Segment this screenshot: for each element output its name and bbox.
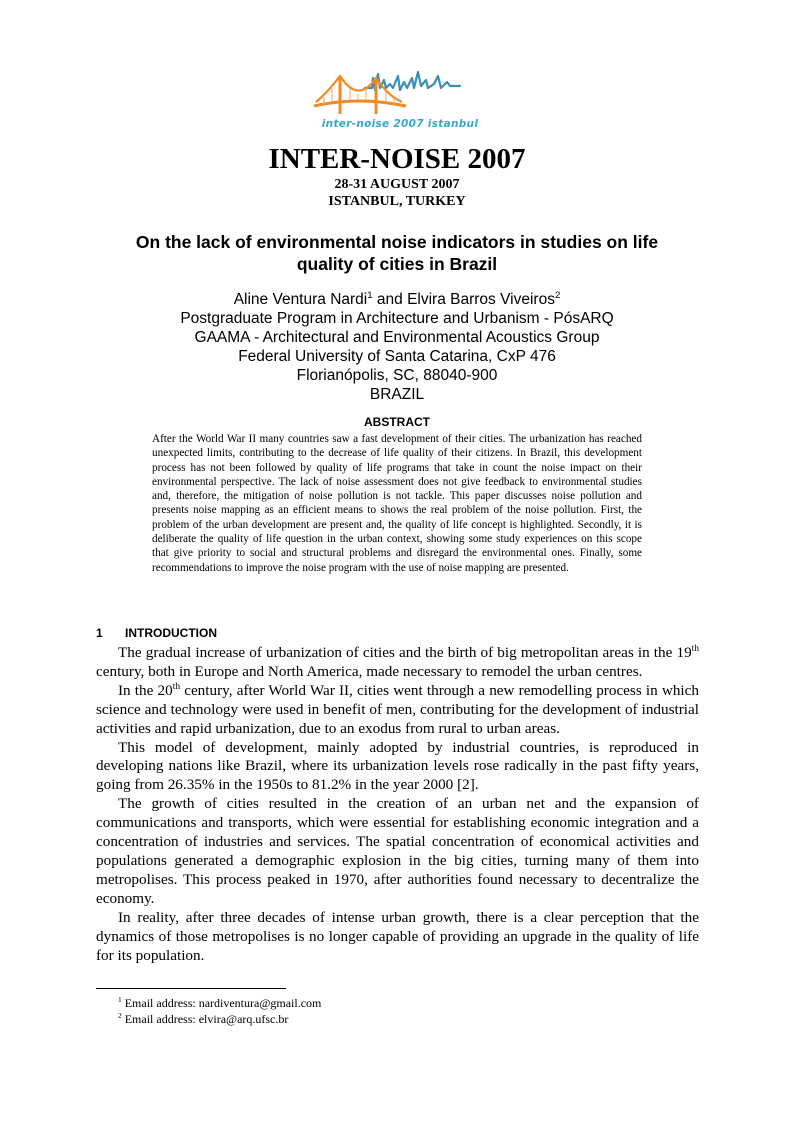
- superscript: th: [172, 681, 181, 692]
- paragraph: [96, 682, 699, 739]
- affiliation-line: Florianópolis, SC, 88040-900: [296, 367, 498, 384]
- footnotes: [118, 995, 321, 1027]
- paragraph-text: century, both in Europe and North America, made necessary to remodel the urban centres.: [96, 662, 643, 680]
- logo-caption: inter-noise 2007 istanbul: [321, 118, 479, 130]
- paragraph: [96, 644, 699, 682]
- paragraph-text: In the 20: [118, 681, 173, 699]
- conference-title: INTER-NOISE 2007: [268, 143, 526, 175]
- footnote-divider: [96, 988, 286, 989]
- conference-dates: 28-31 AUGUST 2007: [334, 177, 460, 192]
- affiliation-line: Postgraduate Program in Architecture and Urbanism - PósARQ: [180, 310, 614, 327]
- section-number: 1: [96, 626, 103, 640]
- affiliation-line: Federal University of Santa Catarina, CxP 476: [238, 348, 556, 365]
- section-heading: [96, 626, 217, 640]
- author-separator: and: [372, 291, 408, 308]
- footnote-text: Email address: elvira@arq.ufsc.br: [124, 1012, 289, 1026]
- author-block: [0, 290, 794, 404]
- paragraph: The growth of cities resulted in the creation of an urban net and the expansion of communications and transports, which were essential for establishing economic integration and a concentration of industries and services. The spatial concentration of economical activities and populations generated a demographic explosion in the big cities, turning many of them into metropolises. This process peaked in 1970, after authorities found necessary to decentralize the economy.: [96, 795, 699, 907]
- footnote-mark: 2: [118, 1011, 122, 1020]
- paragraph: In reality, after three decades of intense urban growth, there is a clear perception that the dynamics of those metropolises is no longer capable of providing an upgrade in the quality of life for its population.: [96, 908, 699, 964]
- author-2-footnote-mark: 2: [554, 289, 561, 301]
- conference-logo: [310, 66, 490, 138]
- author-line: [0, 290, 794, 309]
- footnote-text: Email address: nardiventura@gmail.com: [124, 996, 322, 1010]
- footnote: [118, 1011, 321, 1027]
- abstract-text: After the World War II many countries saw a fast development of their cities. The urbanization has reached unexpected limits, contributing to the decrease of life quality of their citizens. In Brazil, this development process has not been followed by quality of life programs that take in count the noise impact on their environmental perspective. The lack of noise assessment does not give feedback to environmental studies and, therefore, the mitigation of noise pollution is not tackle. This paper discusses noise pollution and presents noise mapping as an efficient means to shows the real problem of the noise pollution. First, the problem of the urban development are present and, the quality of life concept is highlighted. Secondly, it is deliberate the quality of life question in the urban context, showing some study experiences on this scope that give priority to social and structural problems and disregard the environmental ones. Finally, some recommendations to improve the noise program with the use of noise mapping are presented.: [152, 433, 642, 574]
- author-1: Aline Ventura Nardi: [233, 291, 368, 308]
- bridge-logo-icon: [310, 66, 490, 118]
- footnote-mark: 1: [118, 995, 122, 1004]
- section-body: [96, 644, 699, 965]
- superscript: th: [691, 643, 699, 654]
- paper-title: On the lack of environmental noise indicators in studies on life quality of cities in Brazil: [135, 232, 659, 274]
- affiliation-line: BRAZIL: [369, 386, 425, 403]
- author-2: Elvira Barros Viveiros: [407, 291, 555, 308]
- paragraph-text: The gradual increase of urbanization of cities and the birth of big metropolitan areas in the 19: [118, 644, 692, 661]
- paragraph-text: century, after World War II, cities went through a new remodelling process in which science and technology were used in benefit of men, contributing for the development of industrial activities and rapid urbanization, due to an exodus from rural to urban areas.: [96, 681, 699, 737]
- paragraph: This model of development, mainly adopted by industrial countries, is reproduced in developing nations like Brazil, where its urbanization levels rose radically in the past fifty years, going from 26.35% in the 1950s to 81.2% in the year 2000 [2].: [96, 738, 699, 794]
- abstract-heading: ABSTRACT: [364, 415, 430, 429]
- author-1-footnote-mark: 1: [367, 289, 373, 301]
- affiliation-line: GAAMA - Architectural and Environmental Acoustics Group: [194, 329, 600, 346]
- footnote: [118, 995, 321, 1011]
- conference-location: ISTANBUL, TURKEY: [328, 194, 466, 209]
- section-title: INTRODUCTION: [125, 626, 217, 640]
